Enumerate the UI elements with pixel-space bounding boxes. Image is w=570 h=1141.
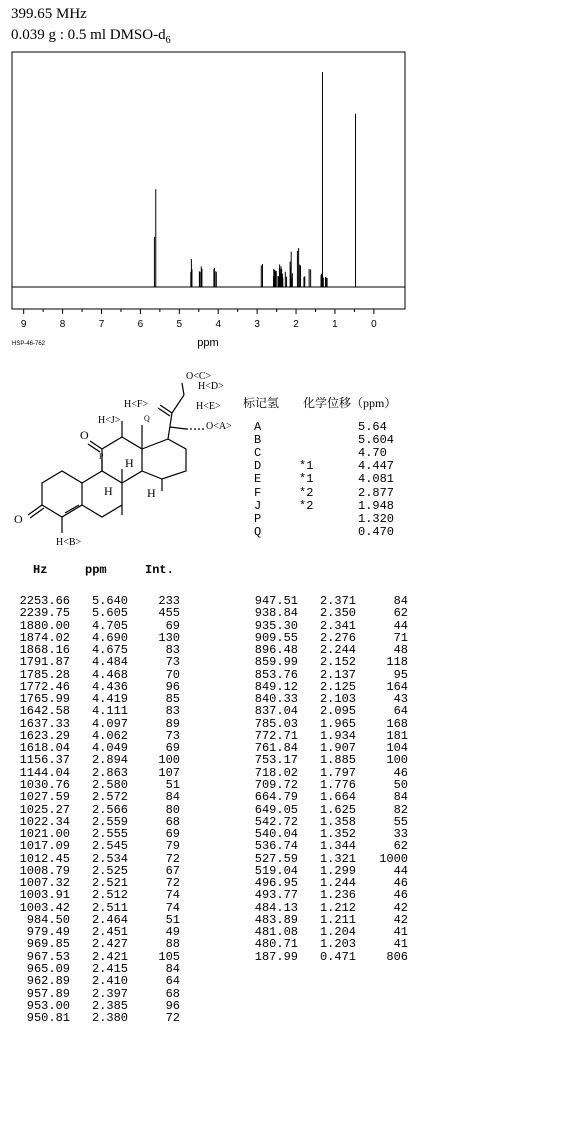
assignment-row [243,433,463,446]
cell-int: 46 [393,888,408,903]
cell-hz: 772.71 [254,728,298,743]
structure-bonds [28,383,206,533]
assignment-row [243,446,463,459]
assignment-shift: 1.948 [358,498,395,513]
cell-int: 181 [386,728,408,743]
assignment-label: Q [254,524,262,539]
cell-int: 104 [386,741,408,756]
cell-int: 51 [165,777,180,792]
assignment-label: D [254,459,262,474]
cell-int: 85 [165,692,180,707]
cell-ppm: 2.580 [91,777,128,792]
cell-ppm: 2.525 [91,863,128,878]
cell-ppm: 2.534 [91,851,128,866]
assignment-row [243,472,463,485]
cell-hz: 1791.87 [19,655,70,670]
cell-hz: 649.05 [254,802,298,817]
cell-int: 455 [158,606,180,621]
cell-int: 50 [393,777,408,792]
cell-hz: 1144.04 [19,765,70,780]
cell-ppm: 2.095 [319,704,356,719]
cell-int: 64 [393,704,408,719]
cell-int: 33 [393,827,408,842]
label-q: Q [144,414,150,423]
cell-ppm: 2.410 [91,974,128,989]
cell-int: 96 [165,679,180,694]
cell-hz: 1017.09 [19,839,70,854]
cell-int: 71 [393,630,408,645]
cell-ppm: 2.566 [91,802,128,817]
cell-ppm: 1.934 [319,728,356,743]
assignment-label: B [254,433,262,448]
nmr-spectrum-chart [0,0,570,360]
cell-hz: 967.53 [26,949,70,964]
cell-int: 72 [165,1011,180,1026]
x-tick-label: 8 [59,319,66,330]
assignment-note: *1 [299,459,314,474]
cell-int: 44 [393,863,408,878]
cell-hz: 859.99 [254,655,298,670]
cell-hz: 1874.02 [19,630,70,645]
cell-int: 68 [165,986,180,1001]
cell-ppm: 1.211 [319,912,356,927]
cell-hz: 536.74 [254,839,298,854]
cell-hz: 785.03 [254,716,298,731]
plot-frame [12,52,405,309]
assignment-shift: 4.447 [358,459,395,474]
cell-hz: 493.77 [254,888,298,903]
cell-int: 64 [165,974,180,989]
cell-hz: 1868.16 [19,643,70,658]
cell-ppm: 1.907 [319,741,356,756]
cell-ppm: 4.705 [91,618,128,633]
header-hz: Hz [33,563,48,577]
cell-int: 84 [165,790,180,805]
cell-ppm: 1.321 [319,851,356,866]
assignment-row [243,486,463,499]
cell-int: 79 [165,839,180,854]
x-tick-label: 9 [20,319,27,330]
cell-int: 73 [165,728,180,743]
cell-hz: 1021.00 [19,827,70,842]
cell-hz: 753.17 [254,753,298,768]
cell-hz: 1785.28 [19,667,70,682]
cell-int: 69 [165,618,180,633]
cell-ppm: 4.468 [91,667,128,682]
spectrum-peaks [154,72,355,287]
cell-hz: 484.13 [254,900,298,915]
cell-hz: 950.81 [26,1011,70,1026]
cell-ppm: 2.427 [91,937,128,952]
cell-ppm: 1.203 [319,937,356,952]
cell-ppm: 4.111 [91,704,128,719]
label-o-ketone: O [80,428,89,442]
cell-ppm: 2.385 [91,998,128,1013]
cell-hz: 664.79 [254,790,298,805]
assignment-shift: 2.877 [358,485,395,500]
cell-ppm: 2.371 [319,594,356,608]
x-tick-label: 7 [98,319,105,330]
assignment-note: *1 [299,472,314,487]
assignment-shift: 4.081 [358,472,395,487]
assignment-row [243,525,463,538]
assignment-row [243,499,463,512]
cell-int: 42 [393,900,408,915]
label-h-f: H<F> [124,399,149,410]
cell-ppm: 2.572 [91,790,128,805]
label-o-3: O [14,512,23,526]
cell-int: 84 [393,594,408,608]
cell-hz: 187.99 [254,949,298,964]
cell-ppm: 2.464 [91,912,128,927]
cell-ppm: 2.512 [91,888,128,903]
cell-ppm: 1.358 [319,814,356,829]
assignment-shift: 4.70 [358,446,387,461]
cell-ppm: 2.559 [91,814,128,829]
assignment-label: P [254,511,262,526]
cell-ppm: 1.965 [319,716,356,731]
assignment-row [243,420,463,433]
label-o-a: O<A> [206,421,232,432]
label-o-c: O<C> [186,371,212,382]
assignment-header-label: 标记氢 [243,396,280,410]
cell-ppm: 1.797 [319,765,356,780]
assignment-shift: 0.470 [358,524,395,539]
assignment-row [243,512,463,525]
cell-ppm: 4.690 [91,630,128,645]
cell-hz: 1772.46 [19,679,70,694]
header-ppm: ppm [85,563,107,577]
label-p: P [99,452,104,461]
cell-ppm: 2.511 [91,900,128,915]
cell-ppm: 4.097 [91,716,128,731]
assignment-note: *2 [299,485,314,500]
header-int: Int. [145,563,174,577]
cell-ppm: 2.415 [91,961,128,976]
sample-text: 0.039 g : 0.5 ml DMSO-d [11,27,166,43]
cell-hz: 519.04 [254,863,298,878]
cell-int: 42 [393,912,408,927]
cell-ppm: 2.350 [319,606,356,621]
cell-int: 168 [386,716,408,731]
cell-int: 806 [386,949,408,964]
cell-int: 130 [158,630,180,645]
cell-ppm: 2.894 [91,753,128,768]
sample-subscript: 6 [165,35,171,46]
cell-hz: 984.50 [26,912,70,927]
cell-hz: 718.02 [254,765,298,780]
cell-ppm: 2.380 [91,1011,128,1026]
cell-ppm: 1.244 [319,876,356,891]
cell-int: 84 [393,790,408,805]
cell-int: 83 [165,704,180,719]
cell-ppm: 1.212 [319,900,356,915]
cell-hz: 709.72 [254,777,298,792]
cell-int: 46 [393,765,408,780]
cell-hz: 1025.27 [19,802,70,817]
cell-ppm: 2.276 [319,630,356,645]
cell-int: 100 [386,753,408,768]
assignment-label: E [254,472,262,487]
cell-ppm: 2.451 [91,925,128,940]
molecule-structure [10,365,240,560]
cell-ppm: 1.776 [319,777,356,792]
cell-hz: 1003.42 [19,900,70,915]
cell-hz: 481.08 [254,925,298,940]
cell-int: 73 [165,655,180,670]
cell-hz: 938.84 [254,606,298,621]
cell-int: 164 [386,679,408,694]
cell-ppm: 2.555 [91,827,128,842]
cell-hz: 1623.29 [19,728,70,743]
cell-hz: 1003.91 [19,888,70,903]
cell-int: 72 [165,876,180,891]
cell-hz: 979.49 [26,925,70,940]
cell-hz: 1007.32 [19,876,70,891]
cell-hz: 1765.99 [19,692,70,707]
cell-int: 44 [393,618,408,633]
cell-ppm: 1.299 [319,863,356,878]
cell-hz: 2253.66 [19,594,70,608]
label-h-9: H [104,484,113,498]
cell-ppm: 4.049 [91,741,128,756]
label-h-b: H<B> [56,537,82,548]
cell-ppm: 2.152 [319,655,356,670]
cell-int: 70 [165,667,180,682]
cell-int: 1000 [379,851,408,866]
cell-hz: 965.09 [26,961,70,976]
cell-int: 84 [165,961,180,976]
cell-int: 43 [393,692,408,707]
cell-ppm: 0.471 [319,949,356,964]
cell-hz: 840.33 [254,692,298,707]
cell-hz: 496.95 [254,876,298,891]
cell-ppm: 1.885 [319,753,356,768]
cell-ppm: 1.344 [319,839,356,854]
cell-hz: 935.30 [254,618,298,633]
x-tick-label: 1 [332,319,338,330]
cell-hz: 1022.34 [19,814,70,829]
cell-int: 51 [165,912,180,927]
cell-hz: 1008.79 [19,863,70,878]
cell-hz: 540.04 [254,827,298,842]
assignment-label: J [254,498,262,513]
cell-int: 74 [165,888,180,903]
cell-int: 67 [165,863,180,878]
cell-hz: 853.76 [254,667,298,682]
assignment-shift: 5.64 [358,420,387,434]
cell-hz: 962.89 [26,974,70,989]
cell-hz: 1880.00 [19,618,70,633]
assignment-label: A [254,420,262,434]
cell-hz: 957.89 [26,986,70,1001]
assignment-label: C [254,446,262,461]
cell-ppm: 2.521 [91,876,128,891]
cell-ppm: 2.125 [319,679,356,694]
cell-int: 88 [165,937,180,952]
cell-ppm: 2.341 [319,618,356,633]
cell-ppm: 4.062 [91,728,128,743]
cell-hz: 969.85 [26,937,70,952]
cell-int: 96 [165,998,180,1013]
cell-ppm: 2.103 [319,692,356,707]
cell-hz: 1027.59 [19,790,70,805]
cell-hz: 483.89 [254,912,298,927]
cell-hz: 480.71 [254,937,298,952]
x-tick-label: 2 [293,319,299,330]
x-tick-label: 5 [176,319,183,330]
cell-ppm: 1.352 [319,827,356,842]
assignment-header-shift: 化学位移（ppm） [303,396,397,410]
cell-int: 233 [158,594,180,608]
cell-hz: 1637.33 [19,716,70,731]
cell-int: 69 [165,827,180,842]
cell-int: 55 [393,814,408,829]
cell-hz: 527.59 [254,851,298,866]
cell-ppm: 4.484 [91,655,128,670]
assignment-shift: 1.320 [358,511,395,526]
cell-int: 62 [393,606,408,621]
cell-hz: 2239.75 [19,606,70,621]
cell-int: 105 [158,949,180,964]
cell-hz: 849.12 [254,679,298,694]
cell-int: 118 [386,655,408,670]
x-tick-label: 3 [254,319,260,330]
cell-ppm: 1.664 [319,790,356,805]
spectrum-code: HSP-46-762 [12,341,46,347]
x-tick-label: 0 [371,319,377,330]
cell-int: 41 [393,925,408,940]
cell-ppm: 2.545 [91,839,128,854]
cell-int: 74 [165,900,180,915]
cell-hz: 953.00 [26,998,70,1013]
cell-ppm: 2.863 [91,765,128,780]
cell-ppm: 4.436 [91,679,128,694]
x-tick-label: 6 [137,319,144,330]
cell-int: 62 [393,839,408,854]
cell-int: 89 [165,716,180,731]
cell-ppm: 1.204 [319,925,356,940]
cell-hz: 1156.37 [19,753,70,768]
cell-hz: 1030.76 [19,777,70,792]
cell-int: 82 [393,802,408,817]
assignment-label: F [254,485,262,500]
cell-int: 72 [165,851,180,866]
cell-hz: 896.48 [254,643,298,658]
cell-ppm: 2.397 [91,986,128,1001]
cell-int: 68 [165,814,180,829]
cell-ppm: 4.419 [91,692,128,707]
spectrometer-frequency: 399.65 MHz [11,6,87,22]
label-h-d: H<D> [198,381,224,392]
cell-int: 95 [393,667,408,682]
assignment-note: *2 [299,498,314,513]
cell-hz: 947.51 [254,594,298,608]
cell-int: 80 [165,802,180,817]
assignment-row [243,459,463,472]
x-axis-label: ppm [197,337,219,349]
cell-hz: 761.84 [254,741,298,756]
cell-int: 48 [393,643,408,658]
cell-hz: 837.04 [254,704,298,719]
cell-int: 83 [165,643,180,658]
cell-int: 100 [158,753,180,768]
cell-ppm: 5.640 [91,594,128,608]
label-h-j: H<J> [98,415,121,426]
x-axis-ticks [21,309,377,330]
cell-int: 41 [393,937,408,952]
x-tick-label: 4 [215,319,222,330]
cell-int: 107 [158,765,180,780]
cell-hz: 1642.58 [19,704,70,719]
cell-hz: 542.72 [254,814,298,829]
assignment-shift: 5.604 [358,433,395,448]
cell-hz: 1618.04 [19,741,70,756]
label-h-14: H [147,486,156,500]
cell-int: 69 [165,741,180,756]
label-h-e: H<E> [196,401,221,412]
cell-ppm: 4.675 [91,643,128,658]
cell-ppm: 5.605 [91,606,128,621]
cell-ppm: 2.244 [319,643,356,658]
cell-ppm: 2.137 [319,667,356,682]
cell-ppm: 1.236 [319,888,356,903]
cell-ppm: 1.625 [319,802,356,817]
cell-int: 49 [165,925,180,940]
label-h-8: H [125,456,134,470]
cell-int: 46 [393,876,408,891]
cell-ppm: 2.421 [91,949,128,964]
cell-hz: 909.55 [254,630,298,645]
cell-hz: 1012.45 [19,851,70,866]
